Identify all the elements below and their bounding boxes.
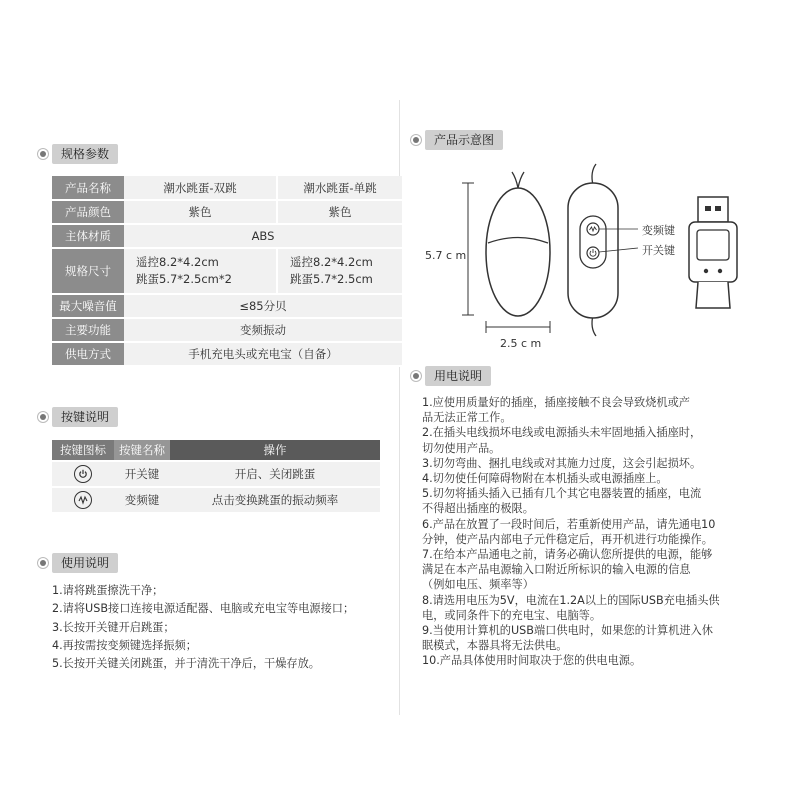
power-note-line: 7.在给本产品通电之前，请务必确认您所提供的电源，能够	[422, 548, 713, 562]
power-note-line: 不得超出插座的极限。	[422, 502, 534, 516]
power-note-line: 眠模式，本器具将无法供电。	[422, 639, 568, 653]
spec-label: 规格尺寸	[52, 248, 124, 294]
usage-item: 2.请将USB接口连接电源适配器、电脑或充电宝等电源接口；	[52, 602, 355, 616]
keys-section-title	[40, 407, 118, 427]
width-label: 2.5 c m	[500, 337, 542, 350]
size-egg: 跳蛋5.7*2.5cm	[290, 272, 373, 286]
key-action: 点击变换跳蛋的振动频率	[170, 487, 380, 513]
bullet-icon	[413, 373, 419, 379]
key-name: 开关键	[114, 461, 170, 487]
header-action: 操作	[170, 440, 380, 461]
size-egg: 跳蛋5.7*2.5cm*2	[136, 272, 232, 286]
spec-row	[52, 248, 402, 294]
usage-title: 使用说明	[52, 553, 118, 573]
spec-value: 潮水跳蛋-单跳	[277, 176, 402, 200]
spec-row	[52, 294, 402, 318]
spec-value: ABS	[124, 224, 402, 248]
spec-label: 产品名称	[52, 176, 124, 200]
usage-list	[52, 582, 354, 673]
bullet-icon	[40, 560, 46, 566]
power-note-line: 4.切勿使任何障碍物附在本机插头或电源插座上。	[422, 472, 668, 486]
spec-value	[277, 248, 402, 294]
header-name: 按键名称	[114, 440, 170, 461]
power-key-label: 开关键	[642, 244, 675, 257]
spec-table	[52, 176, 402, 367]
egg-cable	[512, 172, 518, 188]
keys-header-row	[52, 440, 380, 461]
power-note-line: 1.应使用质量好的插座，插座接触不良会导致烧机或产	[422, 396, 690, 409]
key-icon-cell	[52, 461, 114, 487]
power-note-line: 9.当使用计算机的USB端口供电时，如果您的计算机进入休	[422, 624, 713, 638]
bullet-icon	[40, 151, 46, 157]
power-note-line: 5.切勿将插头插入已插有几个其它电器装置的插座，电流	[422, 487, 702, 501]
bullet-icon	[413, 137, 419, 143]
spec-value: 潮水跳蛋-双跳	[124, 176, 277, 200]
power-note-line: 切勿使用产品。	[422, 441, 501, 455]
size-remote: 遥控8.2*4.2cm	[290, 255, 373, 269]
egg-shape	[486, 188, 550, 316]
diagram-section-title	[413, 130, 503, 150]
keys-row	[52, 487, 380, 513]
power-note-line: 3.切勿弯曲、捆扎电线或对其施力过度，这会引起损坏。	[422, 456, 702, 470]
power-section-title	[413, 366, 491, 386]
power-note-line: 电，或同条件下的充电宝、电脑等。	[422, 608, 602, 622]
power-note-line: 2.在插头电线损坏电线或电源插头未牢固地插入插座时，	[422, 426, 702, 440]
spec-label: 产品颜色	[52, 200, 124, 224]
spec-row	[52, 318, 402, 342]
usage-item: 5.长按开关键关闭跳蛋，并于清洗干净后，干燥存放。	[52, 657, 320, 671]
bullet-icon	[40, 414, 46, 420]
keys-title: 按键说明	[52, 407, 118, 427]
power-note-line: 10.产品具体使用时间取决于您的供电电源。	[422, 654, 642, 668]
spec-label: 主要功能	[52, 318, 124, 342]
spec-label: 供电方式	[52, 342, 124, 366]
remote-cable	[592, 164, 596, 185]
power-note-line: （例如电压、频率等）	[422, 578, 534, 592]
power-icon	[74, 465, 92, 483]
spec-row	[52, 224, 402, 248]
spec-value	[124, 248, 277, 294]
spec-row	[52, 200, 402, 224]
power-note-line: 分钟，使产品内部电子元件稳定后，再开机进行功能操作。	[422, 532, 713, 546]
power-note-line: 6.产品在放置了一段时间后，若重新使用产品，请先通电10	[422, 517, 716, 531]
egg-cable	[518, 172, 524, 188]
power-title: 用电说明	[425, 366, 491, 386]
keys-table	[52, 440, 380, 514]
usage-section-title	[40, 553, 118, 573]
header-icon: 按键图标	[52, 440, 114, 461]
power-notes-list	[422, 395, 720, 669]
usage-item: 1.请将跳蛋擦洗干净；	[52, 584, 164, 597]
spec-value: ≤85分贝	[124, 294, 402, 318]
power-note-line: 8.请选用电压为5V，电流在1.2A以上的国际USB充电插头供	[422, 593, 720, 607]
spec-section-title	[40, 144, 118, 164]
spec-value: 变频振动	[124, 318, 402, 342]
spec-row	[52, 342, 402, 366]
spec-label: 最大噪音值	[52, 294, 124, 318]
usb-plug	[689, 197, 737, 308]
key-action: 开启、关闭跳蛋	[170, 461, 380, 487]
freq-key-label: 变频键	[642, 224, 675, 237]
wave-icon	[74, 491, 92, 509]
spec-value: 紫色	[124, 200, 277, 224]
usage-item: 3.长按开关键开启跳蛋；	[52, 620, 175, 634]
spec-value: 紫色	[277, 200, 402, 224]
key-icon-cell	[52, 487, 114, 513]
keys-row	[52, 461, 380, 487]
spec-label: 主体材质	[52, 224, 124, 248]
power-note-line: 品无法正常工作。	[422, 411, 512, 425]
key-name: 变频键	[114, 487, 170, 513]
usage-item: 4.再按需按变频键选择振频；	[52, 638, 197, 652]
width-dimension	[486, 321, 550, 333]
power-note-line: 满足在本产品电源输入口附近所标识的输入电源的信息	[422, 563, 691, 577]
size-remote: 遥控8.2*4.2cm	[136, 255, 219, 269]
spec-row	[52, 176, 402, 200]
diagram-title: 产品示意图	[425, 130, 503, 150]
height-label: 5.7 c m	[425, 249, 467, 262]
spec-title: 规格参数	[52, 144, 118, 164]
spec-value: 手机充电头或充电宝（自备）	[124, 342, 402, 366]
